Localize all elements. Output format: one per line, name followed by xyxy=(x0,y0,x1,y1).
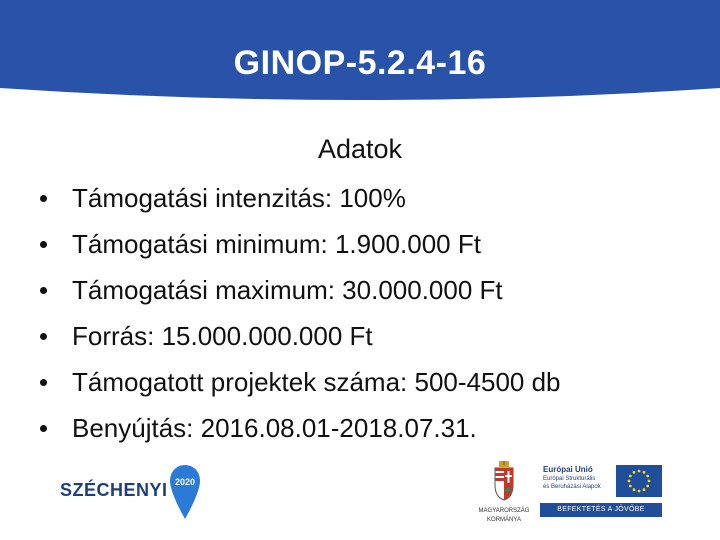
footer-logos xyxy=(0,455,720,540)
list-item xyxy=(40,360,561,406)
bullet-icon xyxy=(40,425,47,432)
bullet-list xyxy=(40,176,561,452)
list-item-text: Támogatási maximum: 30.000.000 Ft xyxy=(72,275,503,305)
szechenyi-pin-icon xyxy=(168,463,202,521)
government-label-1: MAGYARORSZÁG xyxy=(478,508,530,514)
slide-title: GINOP-5.2.4-16 xyxy=(233,44,487,82)
government-label-2: KORMÁNYA xyxy=(487,517,521,523)
eu-fund-label-1: Európai Strukturális xyxy=(543,476,596,482)
bullet-icon xyxy=(40,379,47,386)
list-item xyxy=(40,314,561,360)
eu-title: Európai Unió xyxy=(543,465,593,474)
content-heading: Adatok xyxy=(317,134,403,164)
list-item-text: Támogatási intenzitás: 100% xyxy=(72,183,406,213)
szechenyi-label: SZÉCHENYI xyxy=(60,480,168,500)
list-item xyxy=(40,406,561,452)
list-item xyxy=(40,268,561,314)
eu-flag-icon xyxy=(616,465,662,497)
coat-of-arms-icon xyxy=(492,461,516,501)
list-item xyxy=(40,222,561,268)
list-item-text: Támogatási minimum: 1.900.000 Ft xyxy=(72,229,481,259)
list-item-text: Forrás: 15.000.000.000 Ft xyxy=(72,321,373,351)
list-item-text: Támogatott projektek száma: 500-4500 db xyxy=(72,367,561,397)
list-item xyxy=(40,176,561,222)
bullet-icon xyxy=(40,241,47,248)
government-logo xyxy=(474,461,534,524)
list-item-text: Benyújtás: 2016.08.01-2018.07.31. xyxy=(72,413,477,443)
eu-fund-label-2: és Beruházási Alapok xyxy=(543,484,601,490)
bullet-icon xyxy=(40,333,47,340)
eu-banner: BEFEKTETÉS A JÖVŐBE xyxy=(540,503,662,517)
bullet-icon xyxy=(40,287,47,294)
eu-logo xyxy=(540,465,664,517)
bullet-icon xyxy=(40,195,47,202)
szechenyi-year: 2020 xyxy=(174,477,196,487)
